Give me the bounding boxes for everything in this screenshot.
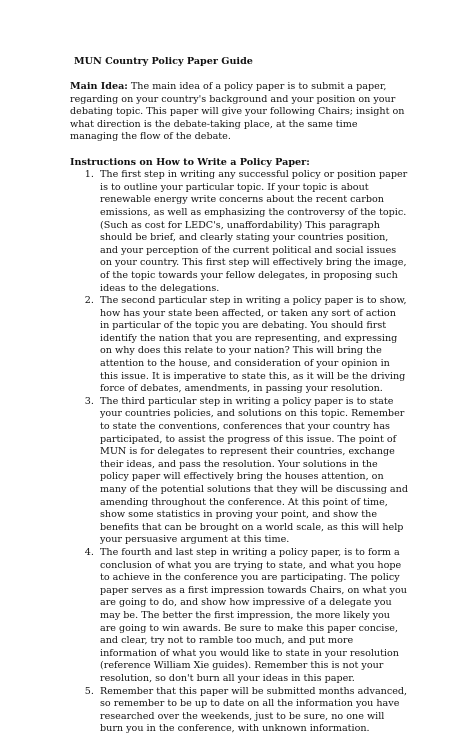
instruction-step: 5. Remember that this paper will be submitted months advanced, so remember to be up to date on all the information you have researched over the weekends, just to be sure, no one will burn you in the conference, with unknown information. (97, 686, 408, 736)
document-title: MUN Country Policy Paper Guide (74, 56, 253, 67)
instruction-step: 4. The fourth and last step in writing a policy paper, is to form a conclusion of what you are trying to state, and what you hope to achieve in the conference you are participating. The policy paper serves as a first impression towards Chairs, on what you are going to do, and show how impressive of a delegate you may be. The better the first impression, the more likely you are going to win awards. Be sure to make this paper concise, and clear, try not to ramble too much, and put more information of what you would like to state in your resolution (reference William Xie guides). Remember this is not your resolution, so don't burn all your ideas in this paper. (97, 547, 408, 686)
main-idea-paragraph (70, 81, 408, 144)
main-idea-text: The main idea of a policy paper is to submit a paper, regarding on your country's background and your position on your debating topic. This paper will give your following Chairs; insight on what direction is the debate-taking place, at the same time managing the flow of the debate. (70, 81, 405, 143)
instructions-heading: Instructions on How to Write a Policy Paper: (70, 156, 310, 168)
instruction-step: 2. The second particular step in writing a policy paper is to show, how has your state been affected, or taken any sort of action in particular of the topic you are debating. You should first identify the nation that you are representing, and expressing on why does this relate to your nation? This will bring the attention to the house, and consideration of your opinion in this issue. It is imperative to state this, as it will be the driving force of debates, amendments, in passing your resolution. (97, 295, 408, 396)
instruction-step: 1. The first step in writing any successful policy or position paper is to outline your particular topic. If your topic is about renewable energy write concerns about the recent carbon emissions, as well as emphasizing the controversy of the topic. (Such as cost for LEDC's, unaffordability) This paragraph should be brief, and clearly stating your countries position, and your perception of the current political and social issues on your country. This first step will effectively bring the image, of the topic towards your fellow delegates, in proposing such ideas to the delegations. (97, 169, 408, 295)
instructions-list (70, 169, 408, 736)
main-idea-label: Main Idea: (70, 81, 128, 93)
instruction-step: 3. The third particular step in writing a policy paper is to state your countries policies, and solutions on this topic. Remember to state the conventions, conferences that your country has participated, to assist the progress of this issue. The point of MUN is for delegates to represent their countries, exchange their ideas, and pass the resolution. Your solutions in the policy paper will effectively bring the houses attention, on many of the potential solutions that they will be discussing and amending throughout the conference. At this point of time, show some statistics in proving your point, and show the benefits that can be brought on a world scale, as this will help your persuasive argument at this time. (97, 396, 408, 547)
